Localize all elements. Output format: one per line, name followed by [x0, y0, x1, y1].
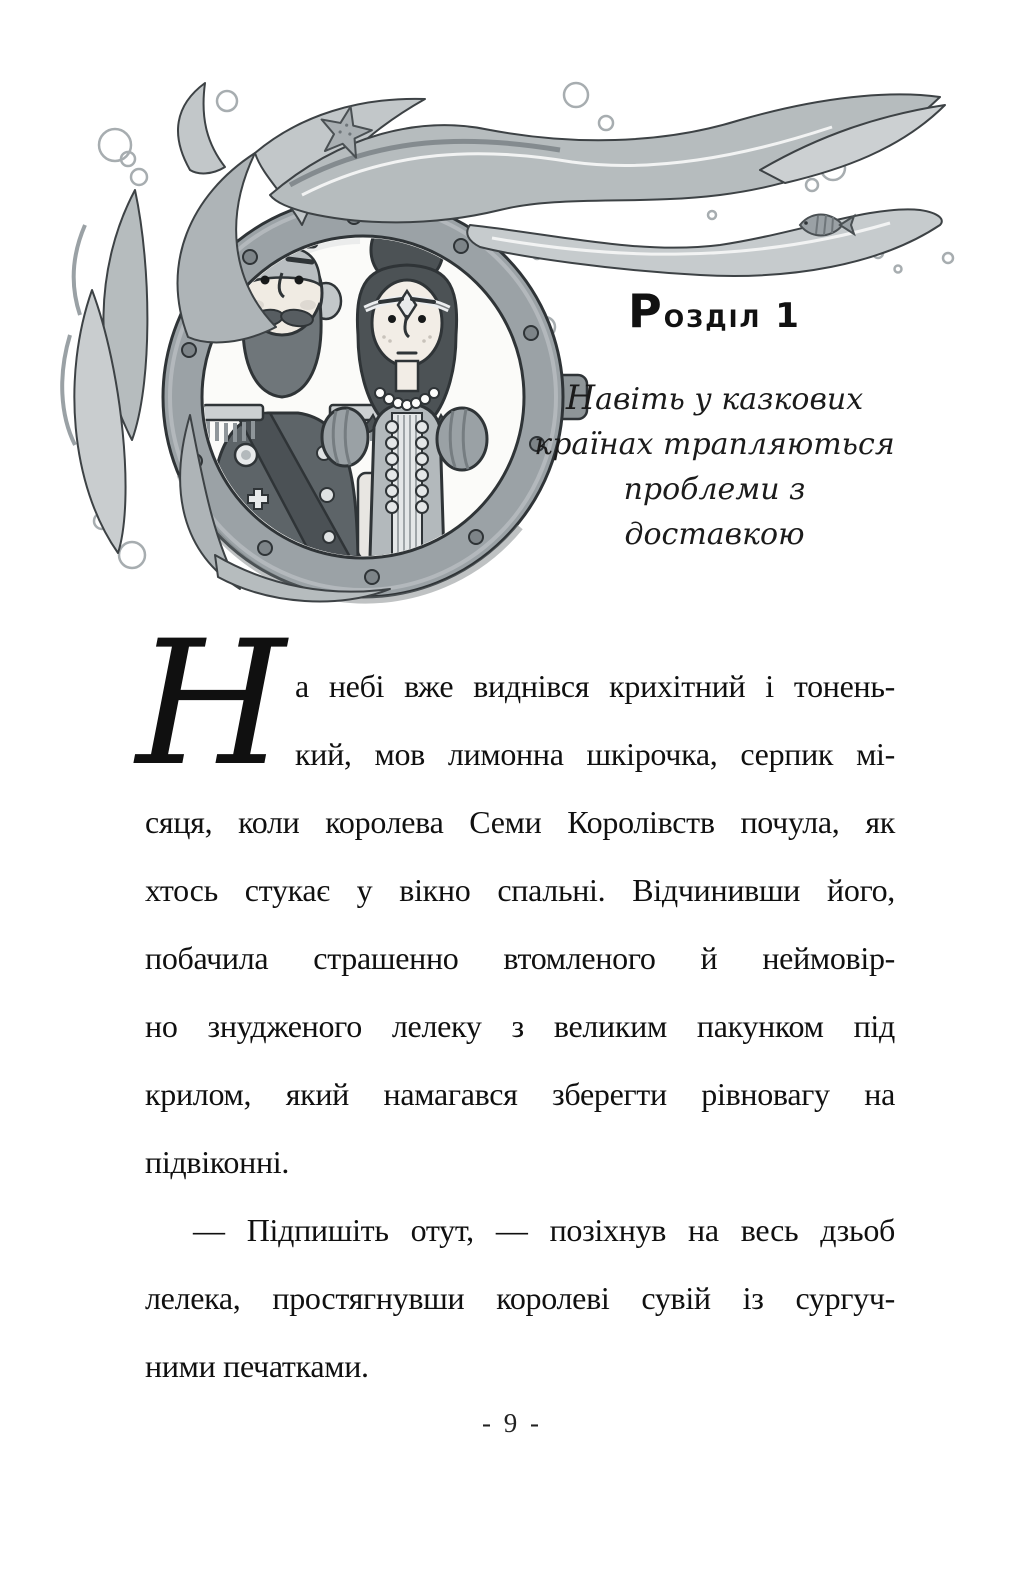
body-line: хтось стукає у вікно спальні. Відчинивши його,	[145, 872, 895, 908]
chapter-subtitle	[532, 375, 897, 557]
chapter-heading	[532, 286, 897, 557]
chapter-title: Розділ 1	[628, 284, 801, 338]
body-line: а небі вже виднівся крихітний і тонень-	[295, 668, 895, 704]
body-line: но знудженого лелеку з великим пакунком під	[145, 1008, 895, 1044]
body-line: підвіконні.	[145, 1144, 290, 1180]
body-line: кий, мов лимонна шкірочка, серпик мі-	[295, 736, 895, 772]
body-line: — Підпишіть отут, — позіхнув на весь дзьоб	[193, 1212, 895, 1248]
page-number: - 9 -	[482, 1408, 542, 1438]
body-line: крилом, який намагався зберегти рівновагу на	[145, 1076, 895, 1112]
body-line: сяця, коли королева Семи Королівств почула, як	[145, 804, 895, 840]
body-text	[145, 652, 895, 1400]
subtitle-line: проблеми з доставкою	[623, 471, 806, 552]
body-line: лелека, простягнувши королеві сувій із сургуч-	[145, 1280, 895, 1316]
drop-cap: Н	[136, 603, 286, 804]
body-line: ними печатками.	[145, 1348, 369, 1384]
subtitle-line: країнах трапляються	[534, 426, 895, 462]
body-line: побачила страшенно втомленого й неймовір-	[145, 940, 895, 976]
subtitle-line: Навіть у казкових	[565, 377, 864, 417]
